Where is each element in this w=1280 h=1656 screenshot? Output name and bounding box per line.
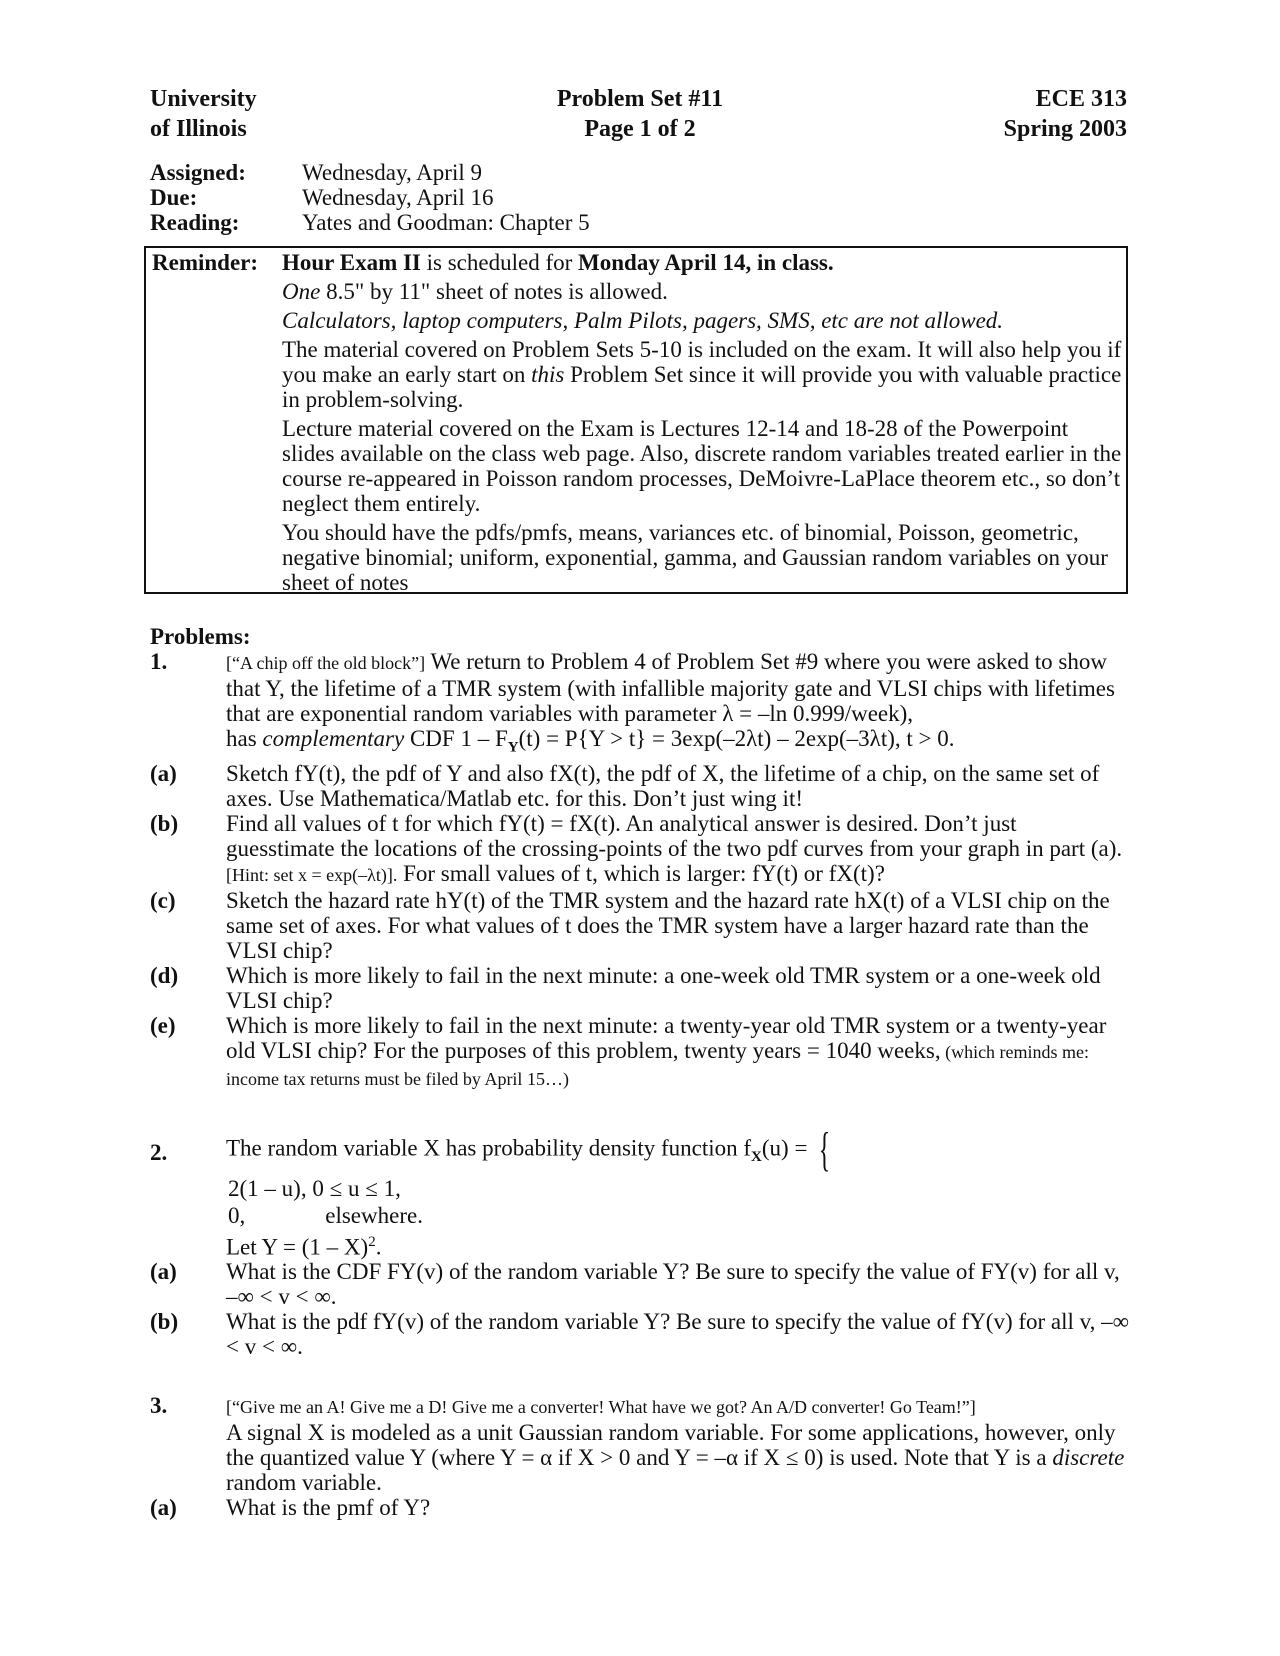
part-text: What is the pdf fY(v) of the random variable Y? Be sure to specify the value of fY(v) for all v, –∞ < v < ∞. [226, 1309, 1130, 1360]
case-2-condition: elsewhere. [325, 1202, 423, 1228]
problem-3-intro [226, 1420, 1130, 1495]
meta-value: Wednesday, April 9 [302, 160, 482, 185]
problem-2-let [226, 1230, 1130, 1260]
problem-number: 1. [150, 649, 168, 674]
problem-2-intro-tail: (u) = [761, 1134, 814, 1160]
reminder-exam [282, 250, 1122, 275]
part-text: Which is more likely to fail in the next minute: a one-week old TMR system or a one-week old VLSI chip? [226, 962, 1101, 1013]
part-text [226, 811, 1130, 888]
problem-3-intro-a: A signal X is modeled as a unit Gaussian random variable. For some applications, however, only the quantized value Y (where Y = α if X > 0 and Y = –α if X ≤ 0) is used. Note that Y is a [226, 1420, 1116, 1471]
part-label: (b) [150, 1309, 179, 1335]
exam-date: Monday April 14, in class. [578, 250, 834, 275]
meta-value: Wednesday, April 16 [302, 185, 494, 210]
let-sup: 2 [368, 1233, 376, 1250]
reminder-label: Reminder: [152, 250, 259, 275]
problem-3-part-a [150, 1495, 1130, 1520]
meta-label: Reading: [150, 210, 240, 235]
meta-label: Assigned: [150, 160, 246, 185]
part-label: (d) [150, 962, 179, 988]
problems-title: Problems: [150, 624, 251, 649]
exam-scheduled-text: is scheduled for [420, 250, 579, 275]
header-center-line2: Page 1 of 2 [584, 116, 696, 142]
problem-1-quote: [“A chip off the old block”] [226, 653, 426, 673]
material-text-a: The material covered on Problem Sets 5-10 is included on the exam. It will also help you if you make an early start on [282, 337, 1122, 387]
part-b-text: Find all values of t for which fY(t) = fX(t). An analytical answer is desired. Don’t just guesstimate the locations of the crossing-points of the two pdf curves from your graph in part (a). [226, 810, 1123, 861]
reminder-body [282, 250, 1122, 599]
cdf-text-b: CDF 1 – F [404, 726, 508, 751]
problems-section [150, 624, 1130, 1520]
part-e-text: Which is more likely to fail in the next minute: a twenty-year old TMR system or a twenty-year old VLSI chip? For the purposes of this problem, twenty years = 1040 weeks, [226, 1012, 1107, 1063]
spacer [150, 1092, 1130, 1126]
part-b-tail: For small values of t, which is larger: fY(t) or fX(t)? [397, 860, 885, 886]
cdf-subscript: Y [507, 739, 519, 756]
problem-1 [150, 649, 1130, 761]
problem-3-quote [226, 1393, 1130, 1420]
problem-1-part-a [150, 761, 1130, 811]
problem-1-intro [226, 649, 1130, 726]
cdf-complementary: complementary [262, 726, 405, 751]
problem-1-cdf [226, 726, 1130, 761]
part-text: Sketch the hazard rate hY(t) of the TMR system and the hazard rate hX(t) of a VLSI chip on the same set of axes. For what values of t does the TMR system have a larger hazard rate than the VLSI chip? [226, 887, 1110, 963]
problem-2-part-b [150, 1309, 1130, 1359]
header-right-line1: ECE 313 [1035, 86, 1127, 112]
reminder-notes [282, 279, 1122, 304]
part-label: (c) [150, 887, 176, 913]
problem-number: 2. [150, 1139, 168, 1165]
case-1: 2(1 – u), 0 ≤ u ≤ 1, [228, 1175, 401, 1201]
meta-due [150, 185, 493, 210]
let-tail: . [375, 1234, 382, 1260]
not-allowed-text: Calculators, laptop computers, Palm Pilots, pagers, SMS, etc are not allowed. [282, 308, 1004, 333]
header-center-line1: Problem Set #11 [556, 86, 724, 112]
notes-rest: 8.5" by 11" sheet of notes is allowed. [320, 279, 668, 304]
notes-one: One [282, 279, 321, 304]
let-text: Let Y = (1 – X) [226, 1234, 369, 1260]
piecewise-definition [226, 1174, 433, 1230]
part-e-note: (which reminds me: income tax returns must be filed by April 15…) [226, 1041, 1090, 1089]
header-course [1004, 84, 1127, 144]
part-text: What is the pmf of Y? [226, 1495, 431, 1521]
problem-1-part-b [150, 811, 1130, 888]
part-label: (b) [150, 810, 179, 836]
meta-value: Yates and Goodman: Chapter 5 [302, 210, 590, 235]
cdf-text-a: has [226, 726, 263, 751]
problem-2-part-a [150, 1259, 1130, 1309]
problem-3 [150, 1393, 1130, 1495]
meta-reading [150, 210, 590, 235]
meta-assigned [150, 160, 482, 185]
part-text [226, 1013, 1130, 1092]
brace-icon: { [818, 1122, 831, 1176]
part-label: (a) [150, 1259, 177, 1285]
problem-1-part-c [150, 888, 1130, 963]
part-text: Sketch fY(t), the pdf of Y and also fX(t), the pdf of X, the lifetime of a chip, on the same set of axes. Use Mathematica/Matlab etc. for this. Don’t just wing it! [226, 760, 1100, 811]
spacer [150, 1359, 1130, 1393]
part-label: (e) [150, 1012, 176, 1038]
reminder-pdfs: You should have the pdfs/pmfs, means, variances etc. of binomial, Poisson, geometric, negative binomial; uniform, exponential, gamma, and Gaussian random variables on your sheet of notes [282, 520, 1108, 595]
header-left-line1: University [150, 86, 257, 112]
material-text-b: Problem Set since it will provide you with valuable practice in problem-solving. [282, 362, 1122, 412]
problem-2-intro: The random variable X has probability density function $f_X(u)$ = { [226, 1122, 831, 1176]
problem-2 [150, 1122, 1130, 1260]
problem-3-quote-text: [“Give me an A! Give me a D! Give me a converter! What have we got? An A/D converter! Go Team!”] [226, 1397, 976, 1418]
problem-1-intro-text: We return to Problem 4 of Problem Set #9 where you were asked to show that Y, the lifetime of a TMR system (with infallible majority gate and VLSI chips with lifetimes that are exponential random variables with parameter λ = –ln 0.999/week), [226, 649, 1115, 726]
problem-3-intro-b: random variable. [226, 1470, 382, 1496]
problem-1-part-e [150, 1013, 1130, 1092]
problem-number: 3. [150, 1393, 168, 1419]
header-right-line2: Spring 2003 [1003, 116, 1127, 142]
problem-3-discrete: discrete [1052, 1445, 1125, 1471]
meta-label: Due: [150, 185, 198, 210]
exam-name: Hour Exam II [282, 250, 421, 275]
case-2: 0, [228, 1202, 246, 1228]
part-text: What is the CDF FY(v) of the random variable Y? Be sure to specify the value of FY(v) for all v, –∞ < v < ∞. [226, 1259, 1120, 1310]
part-label: (a) [150, 1495, 177, 1521]
cdf-text-c: (t) = P{Y > t} = 3exp(–2λt) – 2exp(–3λt), t > 0. [518, 726, 955, 751]
reminder-not-allowed [282, 308, 1122, 333]
part-b-hint: [Hint: set x = exp(–λt)]. [226, 864, 398, 885]
part-label: (a) [150, 760, 177, 786]
reminder-lecture: Lecture material covered on the Exam is Lectures 12-14 and 18-28 of the Powerpoint slides available on the class web page. Also, discrete random variables treated earlier in the course re-appeared in Poisson random processes, DeMoivre-LaPlace theorem etc., so don’t neglect them entirely. [282, 416, 1122, 516]
reminder-material [282, 337, 1122, 412]
problem-2-intro-text: The random variable X has probability density function f [226, 1134, 752, 1160]
problem-1-part-d [150, 963, 1130, 1013]
header-left-line2: of Illinois [150, 116, 247, 142]
reminder-box [144, 246, 1128, 594]
material-this: this [531, 362, 565, 387]
